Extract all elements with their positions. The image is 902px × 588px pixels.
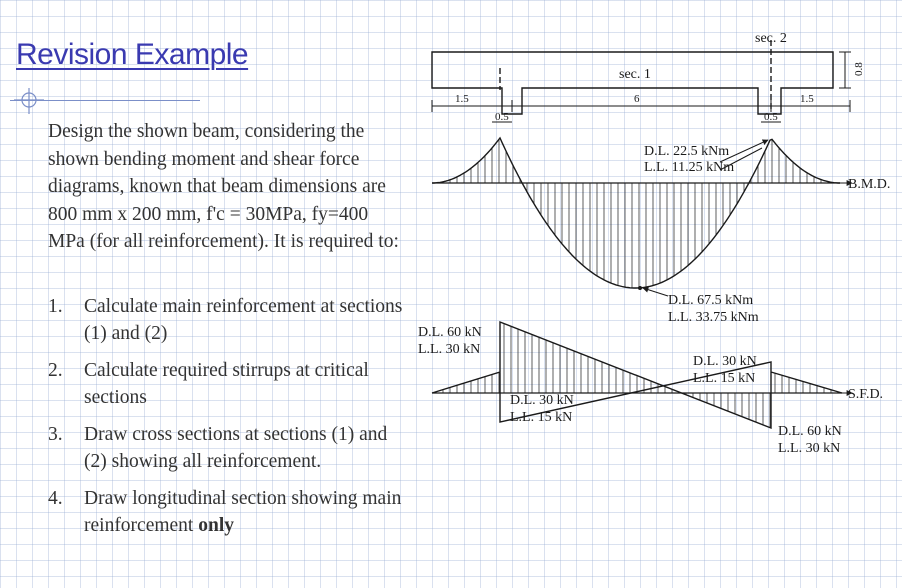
sfd-right-pos-ll: L.L. 15 kN [693, 371, 756, 386]
step-text: Draw cross sections at sections (1) and (2) showing all reinforcement. [84, 424, 388, 472]
bmd-hatch [436, 139, 835, 288]
step-text: Calculate required stirrups at critical sections [84, 360, 369, 408]
sfd-label: S.F.D. [848, 387, 884, 402]
sfd-right-ll: L.L. 30 kN [778, 441, 841, 456]
bmd-mid-dl: D.L. 67.5 kNm [668, 293, 754, 308]
bmd-max-point [638, 286, 642, 290]
sfd-left-neg-ll: L.L. 15 kN [510, 410, 573, 425]
dim-support-right: 0.5 [764, 111, 778, 123]
dim-depth: 0.8 [853, 62, 865, 76]
sfd-left-neg-dl: D.L. 30 kN [510, 393, 574, 408]
sfd-outline [432, 322, 842, 428]
bmd-label: B.M.D. [848, 177, 891, 192]
bmd-support-dl: D.L. 22.5 kNm [644, 144, 730, 159]
sfd-left-dl: D.L. 60 kN [418, 325, 482, 340]
bmd-mid-ll: L.L. 33.75 kNm [668, 310, 759, 325]
beam-outline [432, 52, 833, 114]
bmd-support-ll: L.L. 11.25 kNm [644, 160, 735, 175]
dim-right-overhang: 1.5 [800, 93, 814, 105]
intro-paragraph: Design the shown beam, considering the shown bending moment and shear force diagrams, known that beam dimensions are 800 mm x 200 mm, f'c = 30MPa, fy=400 MPa (for all reinforcement). It is required to: [48, 121, 399, 252]
step-text: Calculate main reinforcement at sections (1) and (2) [84, 296, 403, 344]
dim-support-left: 0.5 [495, 111, 509, 123]
step-number: 1. [48, 296, 63, 317]
bmd-mid-leader [643, 288, 668, 296]
step-number: 4. [48, 488, 63, 509]
slide-title: Revision Example [16, 38, 249, 71]
dim-left-overhang: 1.5 [455, 93, 469, 105]
sfd-left-ll: L.L. 30 kN [418, 342, 481, 357]
sfd-right-pos-dl: D.L. 30 kN [693, 354, 757, 369]
dim-span: 6 [634, 93, 640, 105]
step-number: 2. [48, 360, 63, 381]
sfd-right-dl: D.L. 60 kN [778, 424, 842, 439]
sec1-label: sec. 1 [619, 67, 651, 82]
step-text-bold: only [198, 515, 234, 536]
sec2-label: sec. 2 [755, 31, 787, 46]
step-number: 3. [48, 424, 63, 445]
step-text: Draw longitudinal section showing main reinforcement [84, 488, 402, 536]
